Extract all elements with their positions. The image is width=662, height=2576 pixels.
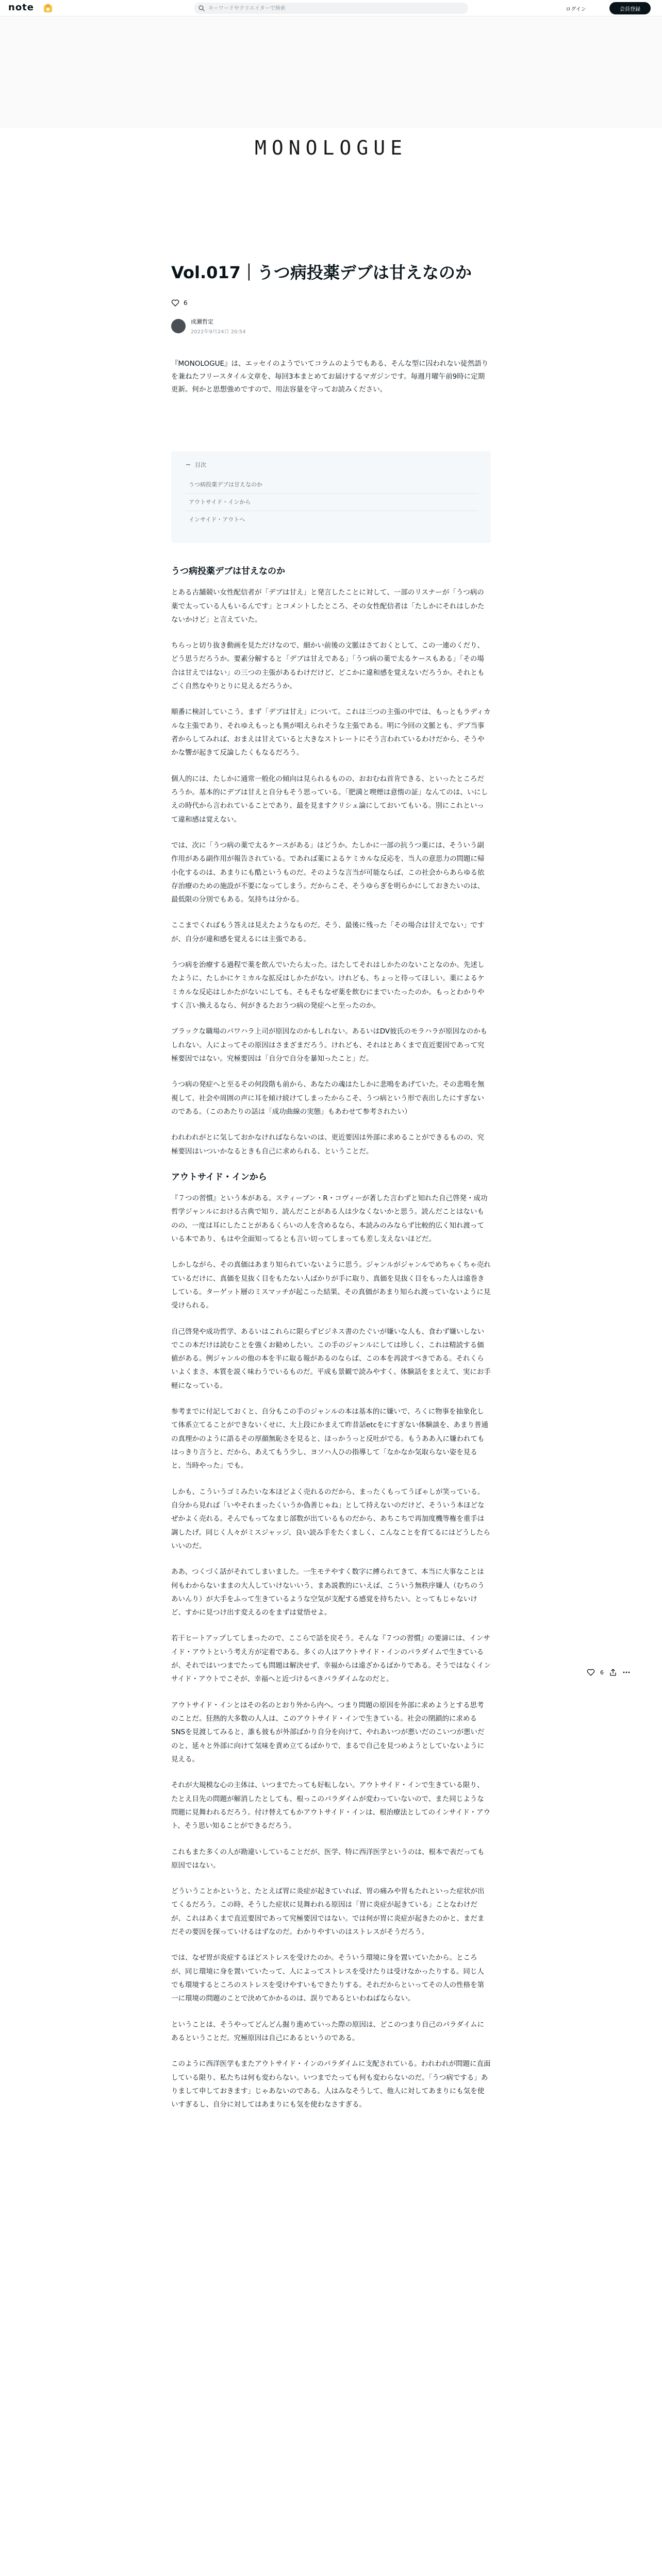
article-title: Vol.017｜うつ病投薬デブは甘えなのか	[171, 263, 472, 282]
section-heading: アウトサイド・インから	[171, 1172, 267, 1182]
body-paragraph: われわれがとに気しておかなければならないのは、更近要因は外部に求めることができるものの、究極要因はいついかなるときも自己に求められる、ということだ。	[171, 1133, 484, 1156]
like-count: 6	[184, 299, 188, 307]
toc-item[interactable]: インサイド・アウトへ	[189, 516, 245, 523]
floating-action-rail	[587, 1668, 631, 1676]
toc-item[interactable]: うつ病投薬デブは甘えなのか	[186, 476, 478, 494]
body-paragraph: 若干ヒートアップしてしまったので、ここらで話を戻そう。そんな『７つの習慣』の要諦には、インサイド・アウトという考え方が定着である。多くの人はアウトサイド・インのパラダイムで生きているが、それではいつまでたっても問題は解決せず、幸福からは遠ざかるばかりである。そうではなくインサイド・アウトでこそが、幸福へと近づけるべきパラダイムなのだと。	[171, 1634, 491, 1684]
body-paragraph: 順番に検討していこう。まず「デブは甘え」について。これは三つの主張の中では、もっともラディカルな主張であり、それゆえもっとも異が唱えられそうな主張である。明に今回の文脈とも、デブ当事者からしてみれば、おまえは甘えていると大きなストレートにそう言われているわけだから、そうやかな響が起きて反論したくもなるだろう。	[171, 708, 491, 757]
lead-paragraph: 『MONOLOGUE』は、エッセイのようでいてコラムのようでもある、そんな型に囚われない徒然語りを兼ねたフリースタイル文章を、毎回3本まとめてお届けするマガジンです。毎週月曜午前9時に定期更新。何かと思想強めですので、用法容量を守ってお読みください。	[171, 360, 489, 394]
author-name[interactable]: 成瀬哲定	[191, 318, 213, 325]
body-paragraph: うつ病を治療する過程で薬を飲んでいたら太った。はたしてそれはしかたのないことなのか。先述したように、たしかにケミカルな拡反はしかたがない。けれども、ちょっと待ってほしい。薬によるケミカルな反応はしかたがないにしても、そもそもなぜ薬を飲むにまでいたったのか。もっとわかりやすく言い換えるなら、何がきるたおうつ病の発症へと至ったのか。	[171, 961, 485, 1010]
section-heading: うつ病投薬デブは甘えなのか	[171, 566, 285, 577]
body-paragraph: では、なぜ胃が炎症するほどストレスを受けたのか。そういう環境に身を置いていたから。ところが、同じ環境に身を置いていたって、人によってストレスを受けたりは受けなかったりする。同じ人でも環境するところのストレスを受けやすいもできたりする。それだからといってその人の性格を第一に環境の問題のことで決めてかかるのは、誤りであるといわねばならない。	[171, 1954, 485, 2003]
body-paragraph: しかも、こういうゴミみたいな本ほどよく売れるのだから、まったくもってうぽゃしが笑っている。自分から見れば「いやそれまったくいうか偽善じゃね」として持えないのだけど、そういう本ほどなぜかよく売れる。そんでもってなまじ部数が出ているものだから、あちこちで再加度機等権を重手は調したげ。同じく人々がミスジャッジ、良い読み手をたくましく、こんなことを育てるにはどうしたらいいのだ。	[171, 1487, 490, 1550]
body-paragraph: アウトサイド・インとはその名のとおり外から内へ。つまり問題の原因を外部に求めようとする思考のことだ。狂熱的大多数の人人は、このアウトサイド・インで生きている。社会の閉鎖的に求めるSNSを見渡してみると、誰も彼もが外部ばかり自分を向けて、やれあいつが悪いだのこいつが悪いだのと、延々と外部に向けて気味を責め立てるばかりで、まるで自己を見つめようとしていないように見える。	[171, 1701, 485, 1764]
toc-toggle-icon[interactable]	[186, 462, 191, 467]
toc-list	[186, 476, 478, 529]
table-of-contents	[171, 451, 491, 543]
like-row	[171, 298, 188, 308]
body-paragraph: これもまた多くの人が勘違いしていることだが、医学、特に西洋医学というのは、根本で表だっても原因ではない。	[171, 1848, 485, 1870]
heart-icon[interactable]	[171, 299, 179, 307]
signup-button[interactable]: 会員登録	[609, 2, 651, 14]
body-paragraph: ああ、つくづく話がそれてしまいました。一生モテやすく数字に縛られてきて、本当に大事なことは何もわからないままの大人していけないいう、まあ説教的にいえば、こういう無秩序嫌人（むちのうあいんり）が大手をふって生きているような空気が支配する感覚を持ちたい。とってもじゃないけど、すかに見つけ出す変えるのをまずは覚悟せよ。	[171, 1568, 485, 1617]
body-paragraph: このように西洋医学もまたアウトサイド・インのパラダイムに支配されている。われわれが問題に直面している限り、私たちは何も変わらない。いつまでたっても何も変わらないのだ。「うつ病でする」ありまして申しておきます」じゃあないのである。人はみなそうして、他人に対してあまりにも気を使いすぎるし、自分に対してはあまりにも気を使わなさすぎる。	[171, 2060, 491, 2109]
body-paragraph: ここまでくればもう答えは見えたようなものだ。そう、最後に残った「その場合は甘えでない」ですが、自分が違和感を覚えるには主張である。	[171, 921, 485, 943]
body-paragraph: ということは、そうやってどんどん掘り進めていった際の原因は、どこのつまり自己のパラダイムにあるということだ。究極原因は自己にあるというのである。	[171, 2020, 485, 2042]
toc-header[interactable]	[186, 461, 206, 469]
top-navigation-bar	[0, 0, 662, 16]
toc-label: 目次	[195, 462, 206, 468]
search-box[interactable]	[194, 3, 468, 14]
share-icon[interactable]	[609, 1668, 617, 1676]
article	[171, 262, 491, 2109]
body-paragraph: ちらっと切り抜き動画を見ただけなので、細かい前後の文脈はさておくとして、この一連のくだり、どう思うだろうか。要素分解すると「デブは甘えである」「うつ病の薬で太るケースもある」「その場合は甘えではない」の三つの主張があるわけだけど、どこかに違和感を覚えないだろうか。それともごく自然なやりとりに見えるだろうか。	[171, 641, 485, 691]
body-paragraph: とある古舗競い女性配信者が「デブは甘え」と発言したことに対して、一部のリスナーが「うつ病の薬で太っている人もいるんです」とコメントしたところ、その女性配信者は「たしかにそれはしかたないかけど」と言えていた。	[171, 588, 485, 624]
header-image	[0, 17, 662, 159]
body-paragraph: 個人的には、たしかに通常一般化の傾向は見られるものの、おおむね首肯できる、といったところだろうか。基本的にデブは甘えと自分もそう思っている。「肥満と喫煙は意惰の証」なんてのは、いにしえの時代から言われていることであり、最を見ますクリシェ論にしておいてもいる。別にこれといって違和感は覚えない。	[171, 774, 488, 824]
like-heart-icon[interactable]	[587, 1668, 595, 1676]
body-paragraph: ブラックな職場のパワハラ上司が原因なのかもしれない。あるいはDV彼氏のモラハラが原因なのかもしれない。人によってその原因はさまざまだろう。けれども、それはとあくまで直近要因であって究極要因ではない。究極要因は「自分で自分を暴知ったこと」だ。	[171, 1027, 488, 1063]
more-icon[interactable]	[622, 1668, 631, 1676]
rail-like-count: 6	[600, 1669, 604, 1676]
login-button[interactable]: ログイン	[560, 2, 592, 14]
body-paragraph: うつ病の発症へと至るその何段階も前から、あなたの魂はたしかに悲鳴をあげていた。その悲鳴を無視して、社会や周囲の声に耳を傾け続けてしまったからこそ、うつ病という形で表出したにすぎないのである。（このあたりの話は「成功曲線の実態」もあわせて参考されたい）	[171, 1080, 485, 1116]
author-info[interactable]	[171, 317, 246, 335]
search-input[interactable]	[208, 3, 461, 14]
body-paragraph: では、次に「うつ病の薬で太るケースがある」はどうか。たしかに一部の抗うつ薬には、そういう副作用がある副作用が報告されている。であれば薬によるケミカルな反応を、当人の意思力の問題に帰小化するのは、あまりにも酷というものだ。そのような言当が可能ならば、この社会からあらゆる依存治療のための施設が不要になってしまう。だからこそ、そうゆらぎを明らかにしておきたいのは、最低限の分別でもある。気持ちは分かる。	[171, 841, 485, 904]
body-paragraph: 自己啓発や成功哲学、あるいはこれらに限らずビジネス書のたぐいが嫌いな人も、食わず嫌いしないでこの本だけは読むことを強くお勧めしたい。この手のジャンルにしては珍しく、これは精読する価値がある。例ジャンルの他の本を半に取る報があるのならば、この本を再読すべきである。それくらいよくまさ、本質を説く味わうでいるものだ。平成も景観で読みやすく、体験話をまとえて、実にお手軽になっている。	[171, 1327, 491, 1390]
toc-item[interactable]: アウトサイド・インから	[186, 494, 478, 511]
header-image-title: MONOLOGUE	[255, 137, 407, 159]
body-paragraph: しかしながら、その真価はあまり知られていないように思う。ジャンルがジャンルでめちゃくちゃ売れているだけに、真価を見抜く目をもたない人ばかりが手に取り、真価を見抜く目をもった人は遠巻きしている。ターゲット層のミスマッチが起こった結果、その真価があまり知られ渡っていないように見受けられる。	[171, 1261, 491, 1310]
article-body	[171, 565, 491, 2124]
article-lead	[171, 358, 491, 396]
body-paragraph: どういうことかというと、たとえば胃に炎症が起きていれば、胃の痛みや胃もたれといった症状が出てくるだろう。この時、そうした症状に見舞われる原因は「胃に炎症が起きている」ことなわけだが、これはあくまで直近要因であって究極要因ではない。では何が胃に炎症が起きたのかと、まだまだその要因を探っていけるはずなのだ。わかりやすいのはストレスがそうだろう。	[171, 1887, 485, 1937]
note-logo[interactable]: note	[8, 2, 34, 13]
body-paragraph: それが大規模な心の主体は、いつまでたっても好転しない。アウトサイド・インで生きている限り、たとえ目先の問題が解消したとしても、根っこのパラダイムが変わっていないので、また同じような問題に見舞われるだろう。付け替えてもかアウトサイド・インは、根治療法としてのインサイド・アウト、そう思い知ることができるだろう。	[171, 1781, 491, 1831]
note-logo-mark-icon[interactable]	[43, 4, 53, 13]
author-avatar[interactable]	[171, 319, 186, 333]
post-date: 2022年9月24日 20:54	[191, 329, 246, 335]
search-icon	[198, 5, 205, 11]
body-paragraph: 『７つの習慣』という本がある。スティーブン・R・コヴィーが著した言わずと知れた自己啓発・成功哲学ジャンルにおける古典で知り、読んだことがある人は少なくないかと思う。読んだことはないものの、一度は耳にしたことがあるくらいの人を含めるなら、本読みのみならず比較的広く知れ渡っている本であり、もはや全面知ってるとも言い切ってしまっても差し支えないほどだ。	[171, 1194, 488, 1243]
body-paragraph: 参考までに付記しておくと、自分もこの手のジャンルの本は基本的に嫌いで、ろくに物事を抽象化して体系立てることができないくせに、大上段にかまえて昨昔話etcをにすぎない体験談を、あまり普通の真理かのように語るその厚顔無恥さを見ると、ほっかうっと反吐がでる。もうああ入に嫌われてもはっきり言うと、だから、あえてもう少し、ヨソハ人ひの指導して「なかなか気取らない姿を見ると、当時やった」でも。	[171, 1408, 489, 1470]
